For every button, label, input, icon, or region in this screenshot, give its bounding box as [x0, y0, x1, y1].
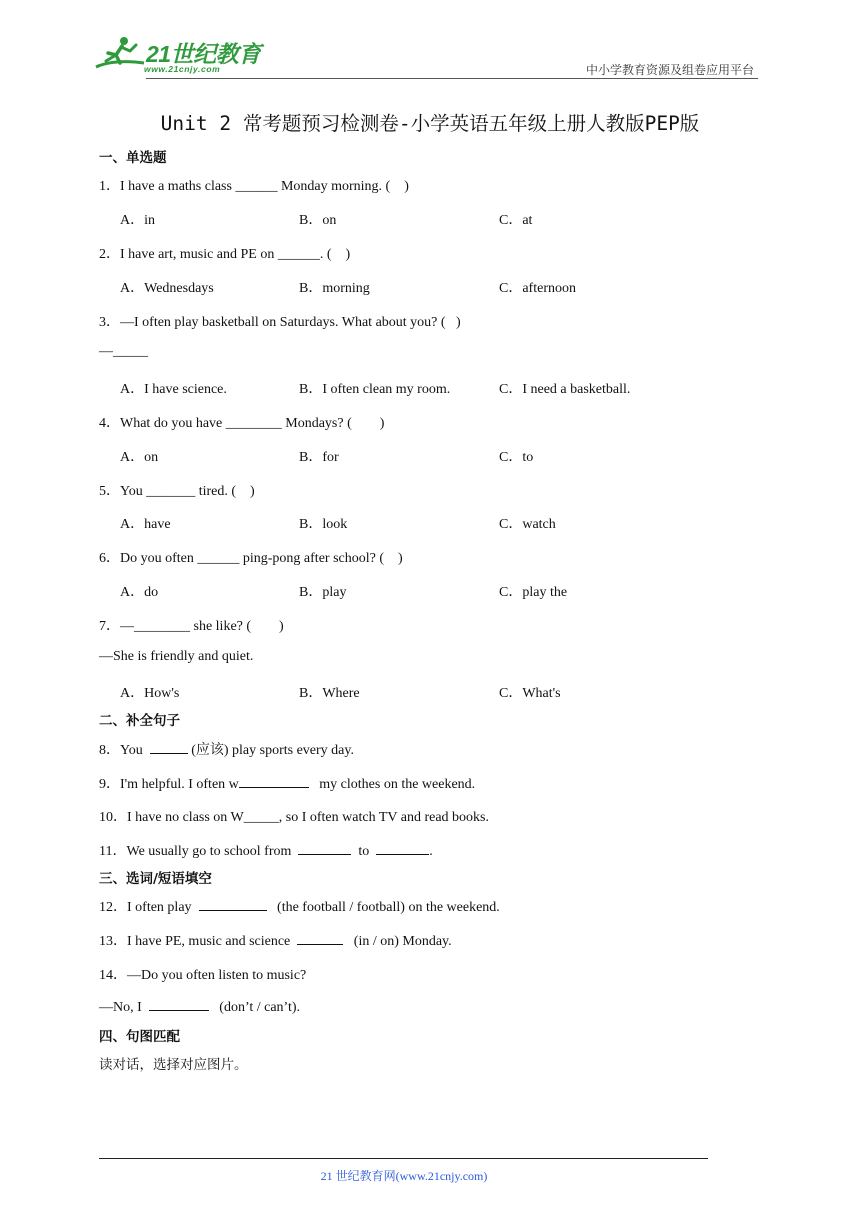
q14-text-start: —No, I — [99, 1000, 146, 1015]
question-6: 6．Do you often ______ ping-pong after school? ( ) — [99, 551, 403, 566]
question-5: 5．You _______ tired. ( ) — [99, 484, 255, 499]
q14-text-end: (don’t / can’t). — [215, 1000, 301, 1015]
q11-text-start: 11．We usually go to school from — [99, 844, 295, 859]
q1-option-b: B．on — [299, 213, 337, 228]
question-1: 1．I have a maths class ______ Monday morning. ( ) — [99, 179, 409, 194]
header-divider — [146, 78, 758, 79]
q3-option-c: C．I need a basketball. — [499, 382, 631, 397]
q1-option-a: A．in — [120, 213, 155, 228]
q6-option-a: A．do — [120, 585, 159, 600]
q12-blank[interactable] — [199, 898, 267, 911]
q11-text-mid: to — [354, 844, 373, 859]
q3-option-a: A．I have science. — [120, 382, 227, 397]
q8-text-end: (应该) play sports every day. — [187, 743, 354, 758]
q11-blank-1[interactable] — [298, 842, 351, 855]
header-platform-text: 中小学教育资源及组卷应用平台 — [585, 63, 754, 77]
site-logo — [94, 33, 264, 77]
q9-blank[interactable] — [239, 775, 309, 788]
q11-blank-2[interactable] — [376, 842, 429, 855]
logo-url: www.21cnjy.com — [144, 64, 221, 74]
q6-option-c: C．play the — [499, 585, 568, 600]
page-header — [94, 33, 758, 79]
question-9 — [99, 773, 475, 793]
q13-text-end: (in / on) Monday. — [350, 934, 452, 949]
q13-text-start: 13．I have PE, music and science — [99, 934, 294, 949]
q3-option-b: B．I often clean my room. — [299, 382, 451, 397]
q1-option-c: C．at — [499, 213, 533, 228]
q6-option-b: B．play — [299, 585, 347, 600]
question-8 — [99, 739, 354, 759]
q8-blank[interactable] — [150, 741, 188, 754]
q3-reply: —_____ — [99, 344, 148, 359]
runner-icon — [94, 33, 148, 77]
question-3: 3．—I often play basketball on Saturdays. What about you? ( ) — [99, 315, 461, 330]
q2-option-b: B．morning — [299, 281, 370, 296]
question-14: 14．—Do you often listen to music? — [99, 968, 307, 983]
q4-option-a: A．on — [120, 450, 159, 465]
q2-option-a: A．Wednesdays — [120, 281, 214, 296]
q5-option-a: A．have — [120, 517, 171, 532]
q7-reply: —She is friendly and quiet. — [99, 649, 254, 664]
question-2: 2．I have art, music and PE on ______. ( ) — [99, 247, 351, 262]
question-12 — [99, 896, 500, 916]
q12-text-end: (the football / football) on the weekend. — [273, 900, 500, 915]
question-7: 7．—________ she like? ( ) — [99, 619, 284, 634]
footer-text: 21 世纪教育网(www.21cnjy.com) — [320, 1169, 488, 1183]
q9-text-start: 9．I'm helpful. I often w — [99, 777, 239, 792]
q9-text-end: my clothes on the weekend. — [315, 777, 476, 792]
q5-option-c: C．watch — [499, 517, 556, 532]
q5-option-b: B．look — [299, 517, 348, 532]
q7-option-b: B．Where — [299, 686, 360, 701]
logo-text: 21世纪教育 — [146, 41, 261, 67]
q14-blank[interactable] — [149, 998, 209, 1011]
page-title: Unit 2 常考题预习检测卷-小学英语五年级上册人教版PEP版 — [160, 112, 700, 135]
q14-reply — [99, 998, 300, 1016]
question-11 — [99, 840, 433, 860]
section-heading-4: 四、句图匹配 — [99, 1029, 180, 1045]
q4-option-b: B．for — [299, 450, 339, 465]
q4-option-c: C．to — [499, 450, 534, 465]
q7-option-a: A．How's — [120, 686, 180, 701]
q13-blank[interactable] — [297, 932, 343, 945]
section-heading-1: 一、单选题 — [99, 150, 167, 166]
instruction-text: 读对话，选择对应图片。 — [99, 1057, 248, 1073]
q8-text-start: 8．You — [99, 743, 147, 758]
q11-text-end: . — [429, 844, 433, 859]
question-13 — [99, 930, 452, 950]
question-10: 10．I have no class on W_____, so I often watch TV and read books. — [99, 810, 489, 825]
footer-divider — [99, 1158, 708, 1159]
q12-text-start: 12．I often play — [99, 900, 196, 915]
section-heading-2: 二、补全句子 — [99, 713, 180, 729]
q2-option-c: C．afternoon — [499, 281, 576, 296]
question-4: 4．What do you have ________ Mondays? ( ) — [99, 416, 385, 431]
section-heading-3: 三、选词/短语填空 — [99, 871, 212, 887]
q7-option-c: C．What's — [499, 686, 561, 701]
